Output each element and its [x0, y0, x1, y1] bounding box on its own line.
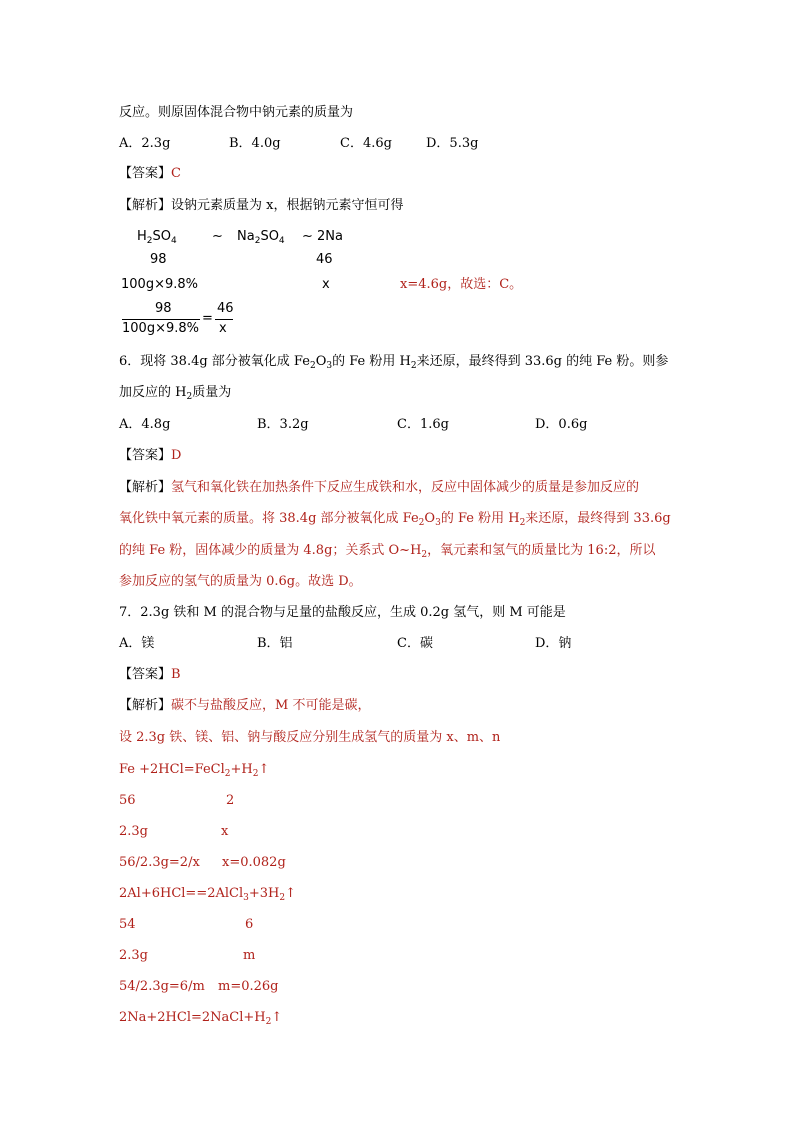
fe-result: x=0.082g: [222, 855, 286, 870]
unknown-x: x: [322, 277, 330, 292]
fraction-denominator-left: 100g×9.8%: [122, 321, 199, 336]
answer-tag: 【答案】: [119, 166, 172, 181]
fraction-numerator-right: 46: [217, 301, 234, 316]
q5-option-a: A．2.3g: [119, 136, 171, 151]
fraction-bar-right: [215, 319, 233, 320]
fraction-equals: =: [202, 311, 213, 326]
q6-stem-2: 加反应的 $H_2$质量为: [119, 385, 232, 402]
al-unknown: m: [243, 948, 256, 963]
fe-h2-2: 2: [226, 793, 235, 808]
q7-answer: 【答案】B: [119, 667, 181, 682]
q7-analysis: 【解析】碳不与盐酸反应，M 不可能是碳，: [119, 698, 371, 713]
fe-unknown: x: [221, 824, 229, 839]
answer-value: C: [171, 166, 181, 181]
formula-na2so4: $Na_2SO_4$: [237, 229, 285, 246]
relation-tilde: ~: [212, 229, 223, 244]
q7-option-c: C．碳: [397, 636, 433, 651]
al-equation: $2Al+6HCl==2AlCl_3+3H_2↑$: [119, 886, 297, 903]
fe-calc: 56/2.3g=2/x: [119, 855, 200, 870]
fe-given: 2.3g: [119, 824, 148, 839]
fe-equation: $Fe +2HCl=FeCl_2+H_2↑$: [119, 762, 270, 779]
analysis-text: 设钠元素质量为 x，根据钠元素守恒可得: [171, 198, 404, 213]
q6-analysis-2: 氧化铁中氧元素的质量。将 38.4g 部分被氧化成 $Fe_2O_3$的 Fe 粉用 $H_2$来还原，最终得到 33.6g: [119, 511, 671, 528]
q5-option-c: C．4.6g: [340, 136, 392, 151]
al-result: m=0.26g: [218, 979, 279, 994]
given-mass: 100g×9.8%: [121, 277, 198, 292]
analysis-tag: 【解析】: [119, 198, 172, 213]
al-given: 2.3g: [119, 948, 148, 963]
fraction-bar-left: [122, 319, 200, 320]
q6-option-c: C．1.6g: [397, 417, 449, 432]
q5-result: x=4.6g，故选：C。: [400, 277, 523, 292]
fraction-numerator-left: 98: [155, 301, 172, 316]
q6-analysis-1: 【解析】氢气和氧化铁在加热条件下反应生成铁和水，反应中固体减少的质量是参加反应的: [119, 480, 640, 495]
molar-mass-98: 98: [150, 252, 167, 267]
q5-answer: [119, 166, 181, 182]
q5-analysis: [119, 198, 403, 214]
formula-h2so4: $H_2SO_4$: [137, 229, 177, 246]
q6-option-b: B．3.2g: [257, 417, 309, 432]
q6-option-d: D．0.6g: [535, 417, 588, 432]
q5-option-d: D．5.3g: [426, 136, 479, 151]
q6-analysis-3: 的纯 Fe 粉，固体减少的质量为 4.8g；关系式 $O\sim H_2$，氧元素和氢气的质量比为 16:2，所以: [119, 543, 656, 560]
al-calc: 54/2.3g=6/m: [119, 979, 205, 994]
q5-option-b: B．4.0g: [229, 136, 281, 151]
q6-answer: 【答案】D: [119, 448, 182, 463]
fraction-denominator-right: x: [219, 321, 227, 336]
q7-setup: 设 2.3g 铁、镁、铝、钠与酸反应分别生成氢气的质量为 x、m、n: [119, 730, 501, 745]
na-equation: $2Na+2HCl=2NaCl+H_2↑$: [119, 1010, 283, 1027]
q7-option-d: D．钠: [535, 636, 572, 651]
q5-stem-end: 反应。则原固体混合物中钠元素的质量为: [119, 105, 354, 120]
al-h2-6: 6: [245, 917, 254, 932]
fe-mass-56: 56: [119, 793, 136, 808]
q6-analysis-4: 参加反应的氢气的质量为 0.6g。故选 D。: [119, 574, 362, 589]
q6-stem-1: 6．现将 38.4g 部分被氧化成 $Fe_2O_3$的 Fe 粉用 $H_2$来还原，最终得到 33.6g 的纯 Fe 粉。则参: [119, 354, 669, 371]
formula-2na: ~ 2Na: [302, 229, 343, 244]
q7-stem: 7．2.3g 铁和 M 的混合物与足量的盐酸反应，生成 0.2g 氢气，则 M 可能是: [119, 605, 566, 620]
q7-option-b: B．铝: [257, 636, 293, 651]
q6-option-a: A．4.8g: [119, 417, 171, 432]
q7-option-a: A．镁: [119, 636, 155, 651]
molar-mass-46: 46: [316, 252, 333, 267]
al-mass-54: 54: [119, 917, 136, 932]
